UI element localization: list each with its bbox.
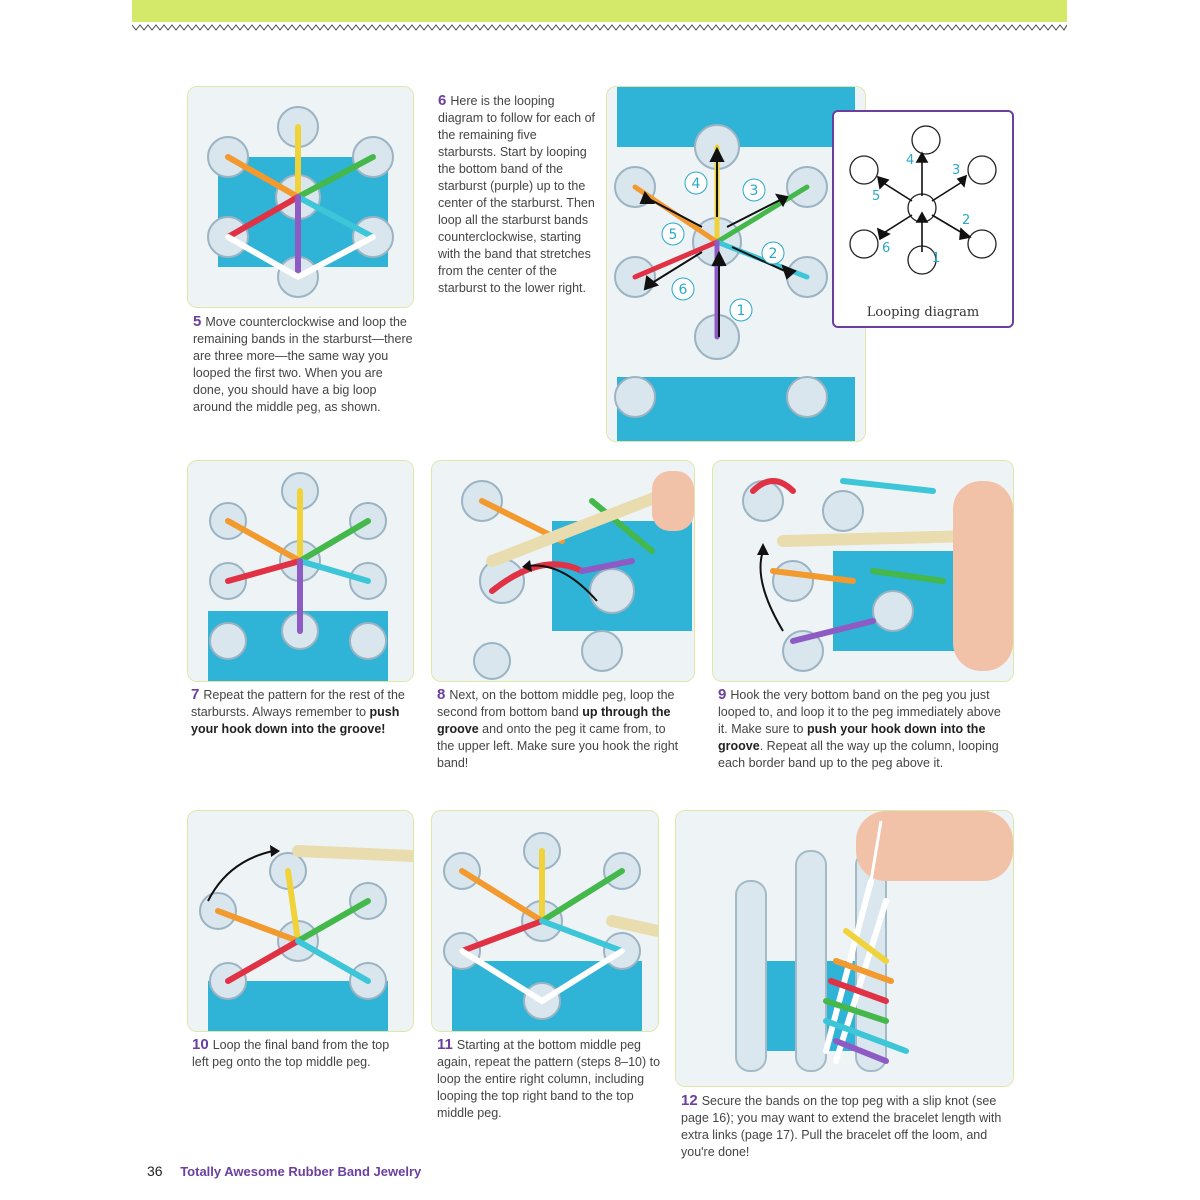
step10-photo — [187, 810, 414, 1032]
step12-photo — [675, 810, 1014, 1087]
svg-text:1: 1 — [736, 303, 746, 319]
svg-text:5: 5 — [872, 189, 881, 204]
page-number: 36 — [147, 1163, 163, 1179]
step9-photo — [712, 460, 1014, 682]
step8-photo — [431, 460, 695, 682]
step9-text: 9 Hook the very bottom band on the peg you just looped to, and loop it to the peg immediately above it. Make sure to push your hook down into the groove. Repeat all the way up the column, looping each border band up to the peg above it. — [718, 686, 1001, 770]
svg-text:2: 2 — [962, 213, 971, 228]
step11-text: 11 Starting at the bottom middle peg again, repeat the pattern (steps 8–10) to loop the entire right column, including looping the top right band to the top middle peg. — [437, 1036, 661, 1120]
looping-diagram — [832, 110, 1014, 328]
svg-text:2: 2 — [768, 246, 778, 262]
step5-photo — [187, 86, 414, 308]
step7-photo — [187, 460, 414, 682]
svg-text:4: 4 — [906, 153, 915, 168]
svg-text:4: 4 — [691, 176, 701, 192]
step6-text: 6 Here is the looping diagram to follow for each of the remaining five starbursts. Start by looping the bottom band of the starburst (purple) up to the center of the starburst. Then loop all the starburst bands counterclockwise, starting with the band that stretches from the center of the starburst to the lower right. — [438, 92, 596, 295]
step7-text: 7 Repeat the pattern for the rest of the starbursts. Always remember to push your hook down into the groove! — [191, 686, 405, 736]
step10-text: 10 Loop the final band from the top left peg onto the top middle peg. — [192, 1036, 390, 1069]
step6-photo — [606, 86, 866, 442]
step12-text: 12 Secure the bands on the top peg with a slip knot (see page 16); you may want to extend the bracelet length with extra links (page 17). Pull the bracelet off the loom, and you're done! — [681, 1092, 1002, 1159]
book-title: Totally Awesome Rubber Band Jewelry — [180, 1164, 422, 1179]
page-footer — [147, 1163, 421, 1179]
step11-photo — [431, 810, 659, 1032]
diagram-caption: Looping diagram — [866, 305, 980, 320]
zigzag-border — [132, 22, 1067, 32]
svg-text:6: 6 — [678, 282, 688, 298]
svg-text:5: 5 — [668, 227, 678, 243]
step8-text: 8 Next, on the bottom middle peg, loop the second from bottom band up through the groove and onto the peg it came from, to the upper left. Make sure you hook the right band! — [437, 686, 679, 770]
svg-text:1: 1 — [932, 251, 941, 266]
step5-text: 5 Move counterclockwise and loop the remaining bands in the starburst—there are three more—the same way you looped the first two. When you are done, you should have a big loop around the middle peg, as shown. — [193, 313, 413, 414]
top-color-band — [132, 0, 1067, 22]
svg-text:6: 6 — [882, 241, 891, 256]
svg-text:3: 3 — [749, 183, 759, 199]
svg-text:3: 3 — [952, 163, 961, 178]
